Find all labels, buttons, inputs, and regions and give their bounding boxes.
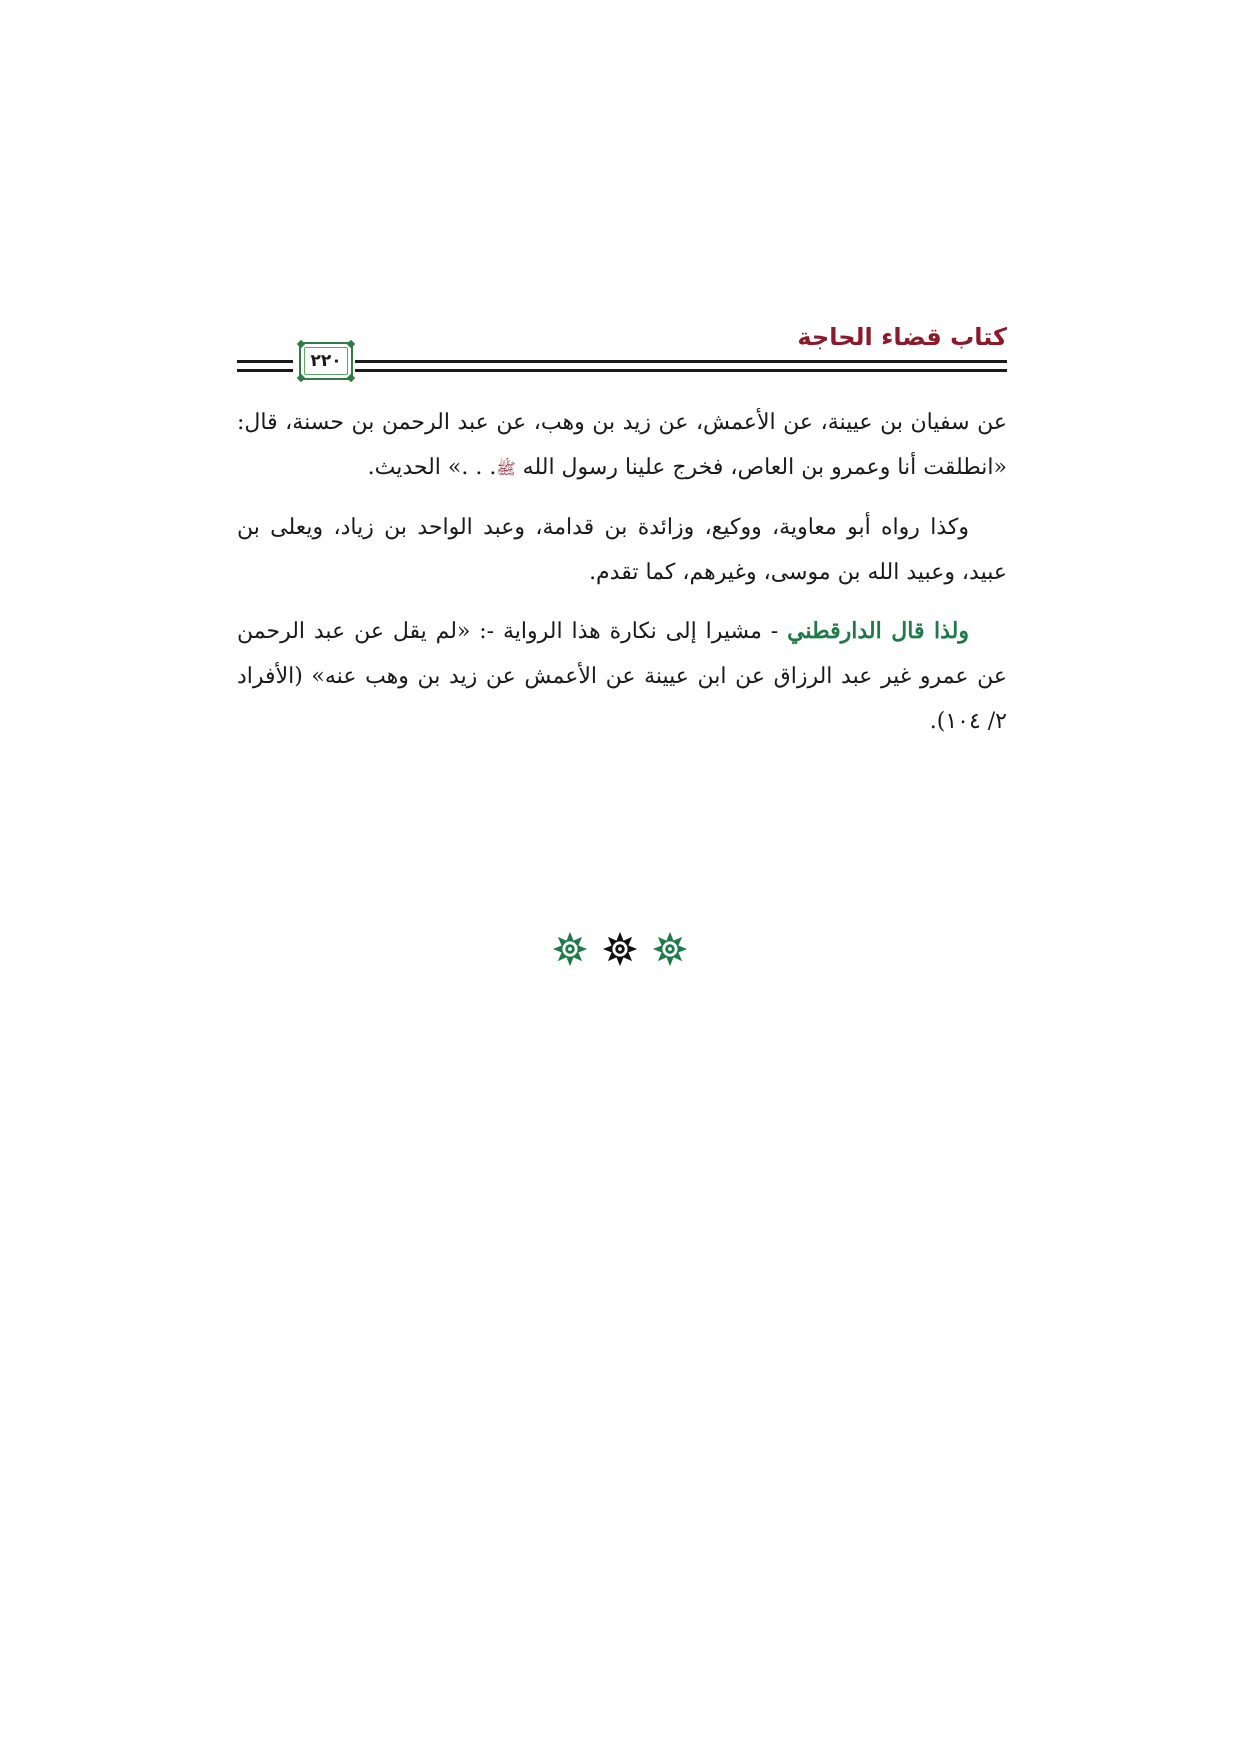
paragraph-lead-phrase: ولذا قال الدارقطني (787, 618, 969, 644)
paragraph-daraqutni (237, 609, 1007, 744)
paragraph-text: وكذا رواه أبو معاوية، ووكيع، وزائدة بن قدامة، وعبد الواحد بن زياد، ويعلى بن عبيد، وعبيد الله بن موسى، وغيرهم، كما تقدم. (237, 515, 1007, 585)
paragraph-text: - مشيرا إلى نكارة هذا الرواية -: «لم يقل عن عبد الرحمن عن عمرو غير عبد الرزاق عن ابن عيينة عن الأعمش عن زيد بن وهب عنه» (الأفراد ٢/ ١٠٤). (237, 619, 1007, 734)
page-body (237, 400, 1007, 758)
paragraph-narrators (237, 505, 1007, 595)
paragraph-hadith-chain (237, 400, 1007, 491)
flower-ornament-icon (651, 930, 689, 968)
paragraph-tail: . . .» الحديث. (367, 455, 497, 480)
section-end-ornaments (520, 930, 720, 970)
honorific-glyph: ﷺ (496, 459, 516, 478)
header-rule-bottom-right (355, 369, 1007, 372)
header-rule-top-right (355, 360, 1007, 363)
page-header (237, 322, 1007, 394)
flower-ornament-icon (551, 930, 589, 968)
flower-ornament-icon (601, 930, 639, 968)
page-number-badge (299, 342, 353, 380)
flower-center (618, 947, 622, 951)
header-rule-bottom-left (237, 369, 293, 372)
flower-center (668, 947, 672, 951)
page-number: ٢٢٠ (310, 351, 342, 371)
paragraph-text: عن سفيان بن عيينة، عن الأعمش، عن زيد بن وهب، عن عبد الرحمن بن حسنة، قال: «انطلقت أنا وعمرو بن العاص، فخرج علينا رسول الله (237, 410, 1007, 480)
flower-center (568, 947, 572, 951)
book-title: كتاب قضاء الحاجة (797, 323, 1007, 351)
header-rule-top-left (237, 360, 293, 363)
